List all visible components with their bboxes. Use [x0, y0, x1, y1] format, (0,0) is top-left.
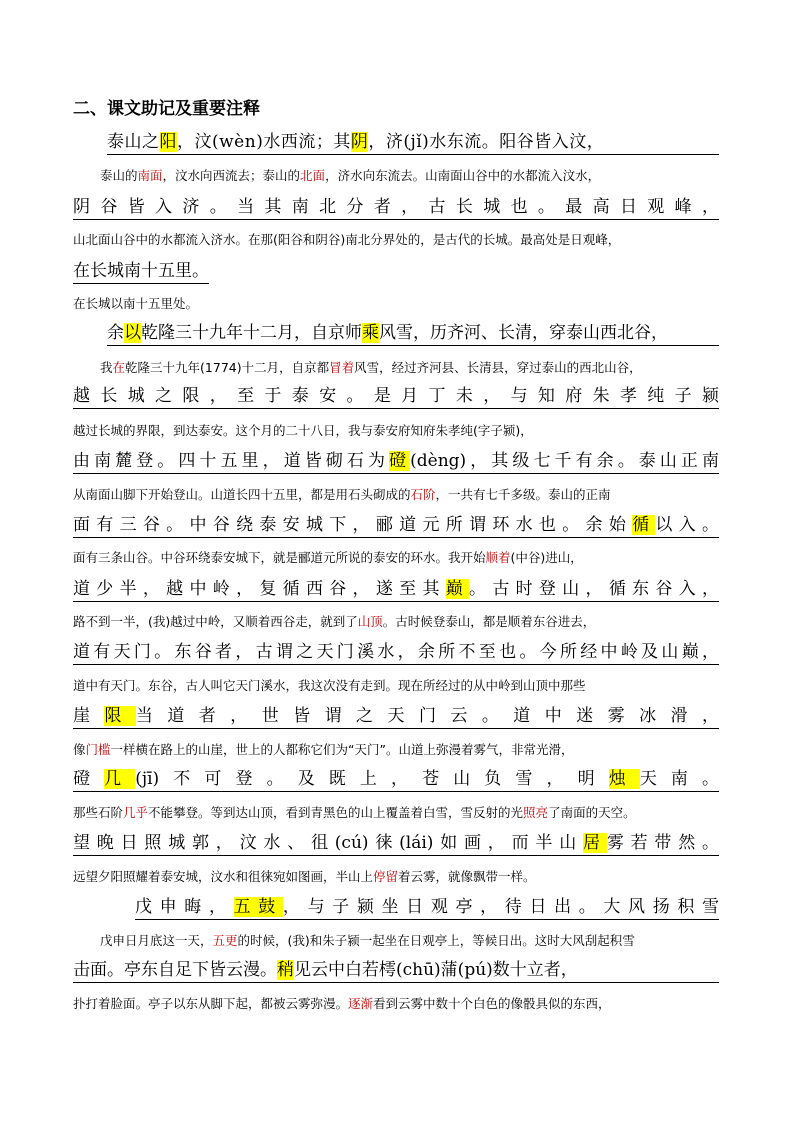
- original-line: 崖限当道者，世皆谓之天门云。道中迷雾冰滑，: [73, 704, 719, 729]
- translation-line: 像门槛一样横在路上的山崖，世上的人都称它们为“天门”。山道上弥漫着雾气，非常光滑，: [73, 742, 574, 757]
- original-line: 面有三谷。中谷绕泰安城下，郦道元所谓环水也。余始循以入。: [73, 513, 719, 538]
- original-line: 越长城之限，至于泰安。是月丁未，与知府朱孝纯子颍: [73, 384, 719, 409]
- original-line: 道少半，越中岭，复循西谷，遂至其巅。古时登山，循东谷入，: [73, 577, 719, 602]
- translation-line: 从南面山脚下开始登山。山道长四十五里，都是用石头砌成的石阶，一共有七千多级。泰山的正南: [73, 487, 611, 502]
- original-line: 戊申晦，五鼓，与子颍坐日观亭，待日出。大风扬积雪: [135, 895, 719, 920]
- translation-line: 越过长城的界限，到达泰安。这个月的二十八日，我与泰安府知府朱孝纯(字子颍)，: [73, 423, 533, 438]
- original-line: 在长城南十五里。: [73, 259, 209, 284]
- translation-line: 远望夕阳照耀着泰安城，汶水和徂徕宛如图画，半山上停留着云雾，就像飘带一样。: [73, 869, 536, 884]
- translation-line: 面有三条山谷。中谷环绕泰安城下，就是郦道元所说的泰安的环水。我开始顺着(中谷)进山，: [73, 550, 583, 565]
- translation-line: 山北面山谷中的水都流入济水。在那(阳谷和阴谷)南北分界处的，是古代的长城。最高处是日观峰，: [73, 232, 621, 247]
- original-line: 望晚日照城郭，汶水、徂(cú)徕(lái)如画，而半山居雾若带然。: [73, 831, 719, 856]
- original-line: 道有天门。东谷者，古谓之天门溪水，余所不至也。今所经中岭及山巅，: [73, 640, 719, 665]
- original-line: 阴谷皆入济。当其南北分者，古长城也。最高日观峰，: [73, 195, 719, 220]
- translation-line: 戊申日月底这一天，五更的时候，(我)和朱子颍一起坐在日观亭上，等候日出。这时大风刮起积雪: [100, 933, 635, 948]
- original-line: 由南麓登。四十五里，道皆砌石为磴(dèng)，其级七千有余。泰山正南: [73, 449, 719, 474]
- translation-line: 我在乾隆三十九年(1774)十二月，自京都冒着风雪，经过齐河县、长清县，穿过泰山的西北山谷，: [100, 360, 642, 375]
- translation-line: 道中有天门。东谷，古人叫它天门溪水，我这次没有走到。现在所经过的从中岭到山顶中那些: [73, 678, 586, 693]
- translation-line: 在长城以南十五里处。: [73, 296, 199, 311]
- original-line: 泰山之阳，汶(wèn)水西流；其阴，济(jǐ)水东流。阳谷皆入汶，: [107, 130, 719, 155]
- section-heading: 二、课文助记及重要注释: [73, 99, 260, 119]
- original-line: 磴几(jī)不可登。及既上，苍山负雪，明烛天南。: [73, 767, 719, 792]
- translation-line: 扑打着脸面。亭子以东从脚下起，都被云雾弥漫。逐渐看到云雾中数十个白色的像骰具似的东西，: [73, 996, 611, 1011]
- original-line: 余以乾隆三十九年十二月，自京师乘风雪，历齐河、长清，穿泰山西北谷，: [107, 321, 719, 346]
- translation-line: 那些石阶几乎不能攀登。等到达山顶，看到青黑色的山上覆盖着白雪，雪反射的光照亮了南面的天空。: [73, 805, 636, 820]
- translation-line: 路不到一半，(我)越过中岭，又顺着西谷走，就到了山顶。古时候登泰山，都是顺着东谷进去，: [73, 614, 596, 629]
- translation-line: 泰山的南面，汶水向西流去；泰山的北面，济水向东流去。山南面山谷中的水都流入汶水，: [100, 168, 601, 183]
- original-line: 击面。亭东自足下皆云漫。稍见云中白若樗(chū)蒲(pú)数十立者，: [73, 958, 719, 983]
